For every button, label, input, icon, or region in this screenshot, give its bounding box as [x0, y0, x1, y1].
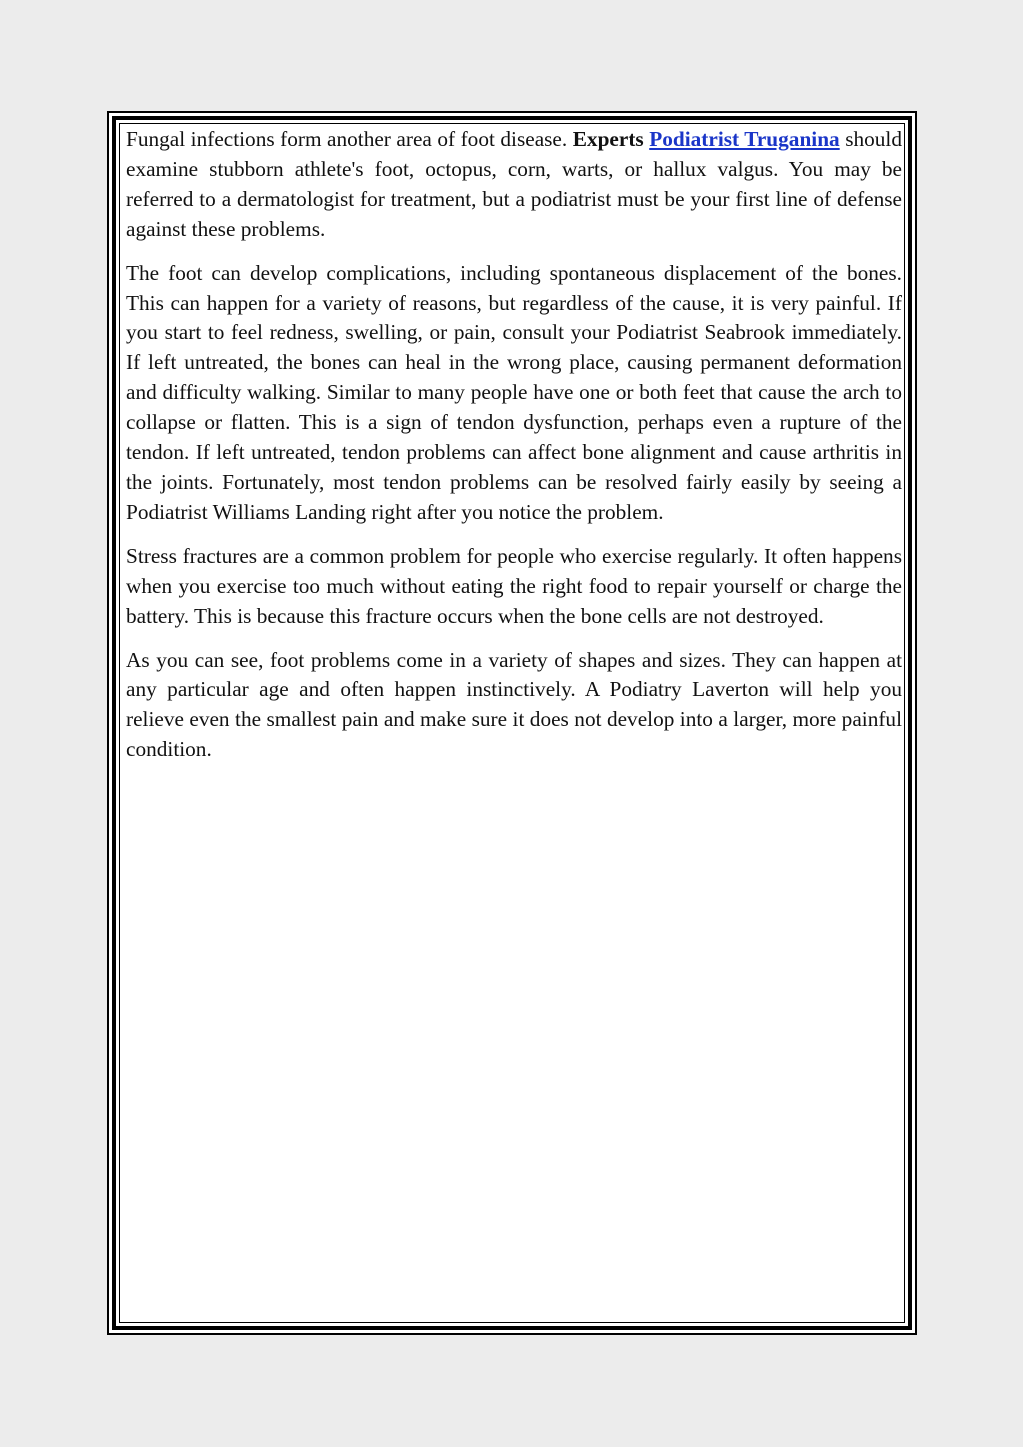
- paragraph-4: As you can see, foot problems come in a variety of shapes and sizes. They can happen at any particular age and often happen instinctively. A Podiatry Laverton will help you relieve even the smallest pain and make sure it does not develop into a larger, more painful condition.: [126, 647, 902, 762]
- paragraph-1-intro: Fungal infections form another area of foot disease.: [126, 127, 573, 151]
- paragraph-2: The foot can develop complications, including spontaneous displacement of the bones. This can happen for a variety of reasons, but regardless of the cause, it is very painful. If you start to feel redness, swelling, or pain, consult your Podiatrist Seabrook immediately. If left untreated, the bones can heal in the wrong place, causing permanent deformation and difficulty walking. Similar to many people have one or both feet that cause the arch to collapse or flatten. This is a sign of tendon dysfunction, perhaps even a rupture of the tendon. If left untreated, tendon problems can affect bone alignment and cause arthritis in the joints. Fortunately, most tendon problems can be resolved fairly easily by seeing a Podiatrist Williams Landing right after you notice the problem.: [126, 260, 902, 524]
- document-body: [126, 125, 902, 779]
- paragraph-3: Stress fractures are a common problem for people who exercise regularly. It often happens when you exercise too much without eating the right food to repair yourself or charge the battery. This is because this fracture occurs when the bone cells are not destroyed.: [126, 543, 902, 628]
- experts-label: Experts: [572, 127, 644, 151]
- paragraph-1: [126, 125, 902, 245]
- paragraph-1-rest: should examine stubborn athlete's foot, octopus, corn, warts, or hallux valgus. You may be referred to a dermatologist for treatment, but a podiatrist must be your first line of defense against these problems.: [126, 127, 903, 241]
- page-border-outer: [107, 111, 917, 1335]
- podiatrist-truganina-link[interactable]: Podiatrist Truganina: [649, 127, 840, 151]
